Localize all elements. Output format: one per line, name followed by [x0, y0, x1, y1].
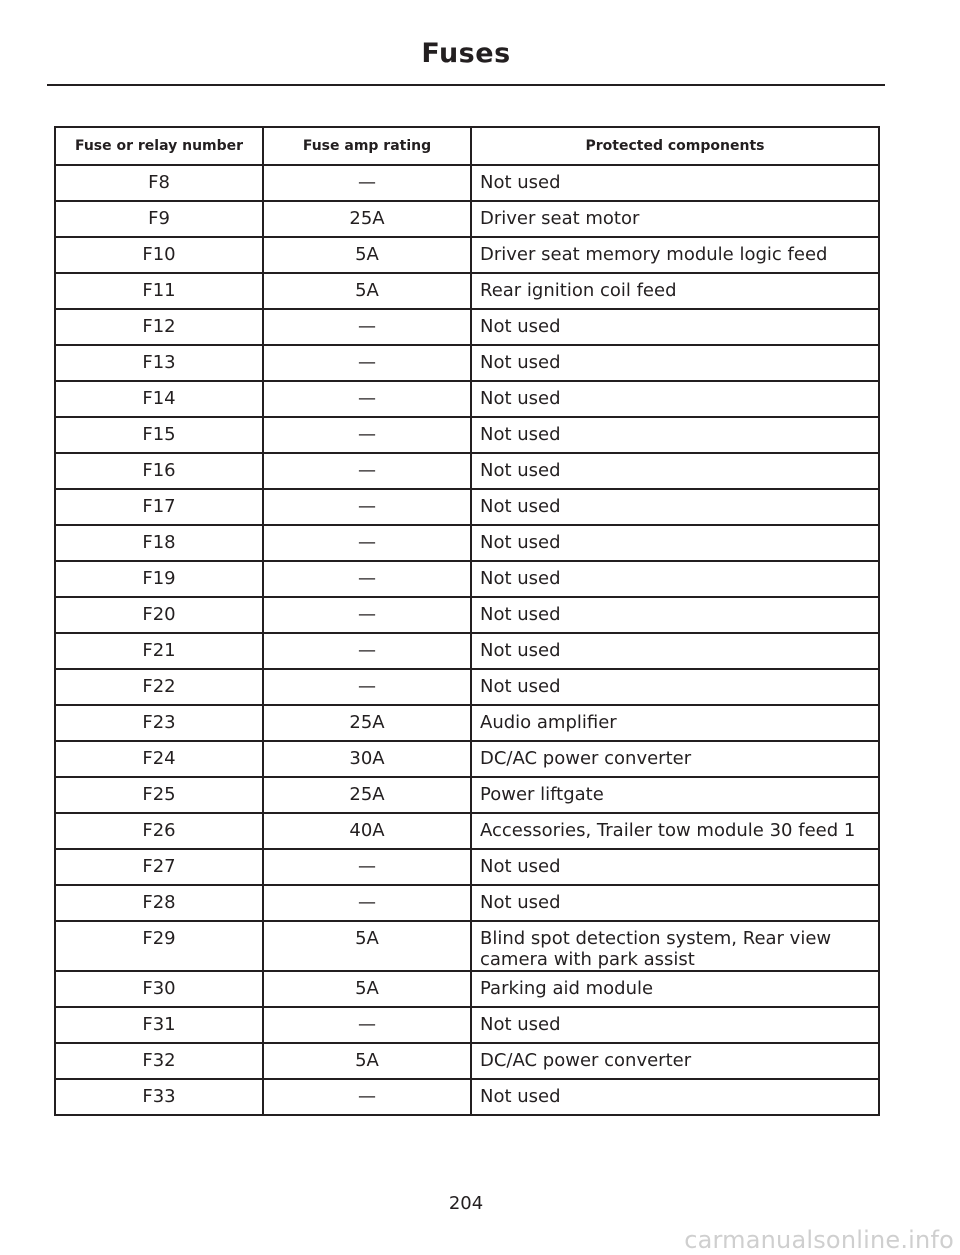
protected-component-cell: Not used	[471, 525, 879, 561]
table-row	[55, 741, 879, 777]
protected-component-cell: DC/AC power converter	[471, 741, 879, 777]
amp-rating-cell: —	[263, 633, 471, 669]
amp-rating-cell: —	[263, 381, 471, 417]
protected-component-cell: Not used	[471, 453, 879, 489]
table-row	[55, 597, 879, 633]
table-row	[55, 201, 879, 237]
protected-component-cell: Not used	[471, 561, 879, 597]
amp-rating-cell: —	[263, 453, 471, 489]
table-row	[55, 885, 879, 921]
table-body	[55, 165, 879, 1115]
amp-rating-cell: —	[263, 345, 471, 381]
protected-component-cell: Not used	[471, 381, 879, 417]
amp-rating-cell: —	[263, 597, 471, 633]
fuse-number-cell: F25	[55, 777, 263, 813]
amp-rating-cell: 25A	[263, 201, 471, 237]
amp-rating-cell: —	[263, 417, 471, 453]
protected-component-cell: Not used	[471, 633, 879, 669]
table-row	[55, 669, 879, 705]
protected-component-cell: Power liftgate	[471, 777, 879, 813]
fuse-number-cell: F13	[55, 345, 263, 381]
table-header	[55, 127, 879, 165]
table-row	[55, 381, 879, 417]
fuse-number-cell: F29	[55, 921, 263, 971]
protected-component-cell: Not used	[471, 885, 879, 921]
table-row	[55, 777, 879, 813]
protected-component-cell: Not used	[471, 165, 879, 201]
table-row	[55, 1079, 879, 1115]
fuse-number-cell: F32	[55, 1043, 263, 1079]
table-row	[55, 237, 879, 273]
amp-rating-cell: 5A	[263, 971, 471, 1007]
fuse-number-cell: F16	[55, 453, 263, 489]
fuse-number-cell: F18	[55, 525, 263, 561]
protected-component-cell: Not used	[471, 669, 879, 705]
fuse-number-cell: F11	[55, 273, 263, 309]
table-row	[55, 453, 879, 489]
fuse-number-cell: F9	[55, 201, 263, 237]
fuse-number-cell: F14	[55, 381, 263, 417]
header-protected-components: Protected components	[471, 127, 879, 165]
table-row	[55, 633, 879, 669]
table-row	[55, 309, 879, 345]
amp-rating-cell: —	[263, 489, 471, 525]
fuse-number-cell: F24	[55, 741, 263, 777]
table-row	[55, 273, 879, 309]
fuse-number-cell: F12	[55, 309, 263, 345]
protected-component-cell: Rear ignition coil feed	[471, 273, 879, 309]
amp-rating-cell: —	[263, 165, 471, 201]
table-row	[55, 525, 879, 561]
protected-component-cell: Not used	[471, 1007, 879, 1043]
fuse-number-cell: F33	[55, 1079, 263, 1115]
fuse-number-cell: F27	[55, 849, 263, 885]
protected-component-cell: Not used	[471, 417, 879, 453]
table-row	[55, 489, 879, 525]
amp-rating-cell: —	[263, 1007, 471, 1043]
amp-rating-cell: —	[263, 1079, 471, 1115]
table-row	[55, 971, 879, 1007]
amp-rating-cell: 5A	[263, 1043, 471, 1079]
title-divider	[47, 84, 885, 86]
fuse-table	[54, 126, 880, 1116]
table-row	[55, 417, 879, 453]
fuse-number-cell: F22	[55, 669, 263, 705]
amp-rating-cell: —	[263, 525, 471, 561]
amp-rating-cell: —	[263, 849, 471, 885]
fuse-number-cell: F19	[55, 561, 263, 597]
protected-component-cell: Accessories, Trailer tow module 30 feed 1	[471, 813, 879, 849]
header-amp-rating: Fuse amp rating	[263, 127, 471, 165]
page-number: 204	[448, 1193, 484, 1214]
fuse-number-cell: F15	[55, 417, 263, 453]
protected-component-cell: Driver seat motor	[471, 201, 879, 237]
fuse-number-cell: F8	[55, 165, 263, 201]
fuse-number-cell: F23	[55, 705, 263, 741]
amp-rating-cell: —	[263, 885, 471, 921]
protected-component-cell: Not used	[471, 309, 879, 345]
protected-component-cell: Blind spot detection system, Rear view camera with park assist	[471, 921, 879, 971]
table-row	[55, 345, 879, 381]
table-row	[55, 705, 879, 741]
protected-component-cell: Audio amplifier	[471, 705, 879, 741]
amp-rating-cell: 30A	[263, 741, 471, 777]
protected-component-cell: Not used	[471, 849, 879, 885]
amp-rating-cell: 5A	[263, 273, 471, 309]
fuse-number-cell: F28	[55, 885, 263, 921]
amp-rating-cell: 5A	[263, 921, 471, 971]
amp-rating-cell: —	[263, 669, 471, 705]
header-fuse-number: Fuse or relay number	[55, 127, 263, 165]
fuse-number-cell: F17	[55, 489, 263, 525]
watermark: carmanualsonline.info	[684, 1226, 954, 1254]
amp-rating-cell: —	[263, 309, 471, 345]
table-row	[55, 1043, 879, 1079]
fuse-number-cell: F21	[55, 633, 263, 669]
table-row	[55, 165, 879, 201]
amp-rating-cell: 5A	[263, 237, 471, 273]
fuse-number-cell: F10	[55, 237, 263, 273]
amp-rating-cell: 25A	[263, 705, 471, 741]
table-row	[55, 561, 879, 597]
amp-rating-cell: 40A	[263, 813, 471, 849]
fuse-number-cell: F30	[55, 971, 263, 1007]
table-header-row	[55, 127, 879, 165]
protected-component-cell: Not used	[471, 489, 879, 525]
protected-component-cell: Parking aid module	[471, 971, 879, 1007]
amp-rating-cell: —	[263, 561, 471, 597]
fuse-number-cell: F31	[55, 1007, 263, 1043]
protected-component-cell: DC/AC power converter	[471, 1043, 879, 1079]
table-row	[55, 921, 879, 971]
fuse-number-cell: F26	[55, 813, 263, 849]
page-title: Fuses	[421, 38, 511, 69]
fuse-number-cell: F20	[55, 597, 263, 633]
table-row	[55, 849, 879, 885]
amp-rating-cell: 25A	[263, 777, 471, 813]
protected-component-cell: Not used	[471, 597, 879, 633]
table-row	[55, 1007, 879, 1043]
protected-component-cell: Not used	[471, 345, 879, 381]
protected-component-cell: Driver seat memory module logic feed	[471, 237, 879, 273]
table-row	[55, 813, 879, 849]
protected-component-cell: Not used	[471, 1079, 879, 1115]
